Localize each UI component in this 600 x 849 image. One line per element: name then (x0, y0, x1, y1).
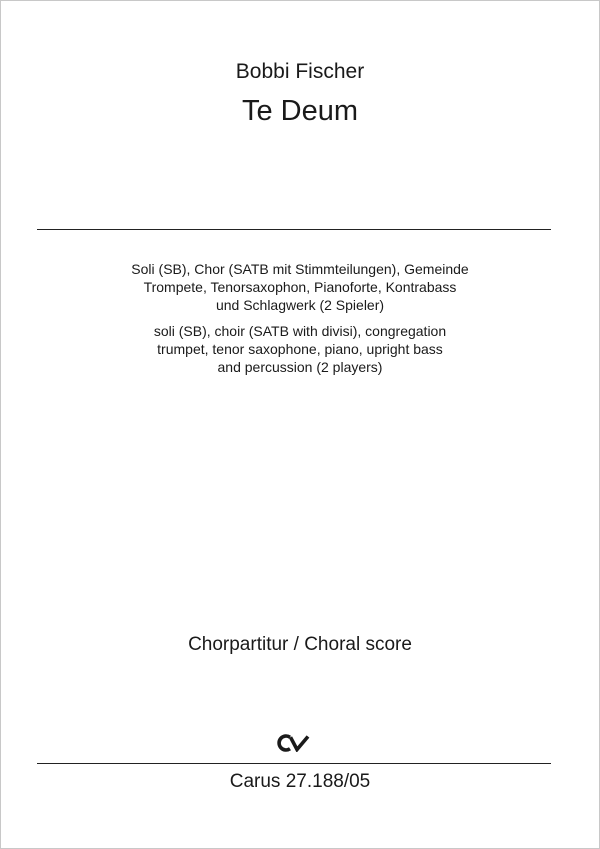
carus-logo-icon (277, 734, 311, 752)
work-title: Te Deum (241, 95, 359, 127)
scoring-german-line: Soli (SB), Chor (SATB mit Stimmteilungen), Gemeinde (131, 261, 469, 277)
scoring-english-line: trumpet, tenor saxophone, piano, upright bass (157, 341, 443, 357)
scoring-english-line: soli (SB), choir (SATB with divisi), congregation (153, 323, 447, 339)
scoring-english-line: and percussion (2 players) (217, 359, 383, 375)
bottom-divider (37, 763, 551, 764)
edition-type: Chorpartitur / Choral score (188, 634, 412, 655)
composer-name: Bobbi Fischer (235, 60, 365, 83)
catalog-number: Carus 27.188/05 (229, 771, 371, 792)
scoring-english (1, 322, 599, 376)
scoring-german-line: Trompete, Tenorsaxophon, Pianoforte, Kontrabass (143, 279, 457, 295)
scoring-german (1, 260, 599, 314)
top-divider (37, 229, 551, 230)
scoring-german-line: und Schlagwerk (2 Spieler) (215, 297, 385, 313)
